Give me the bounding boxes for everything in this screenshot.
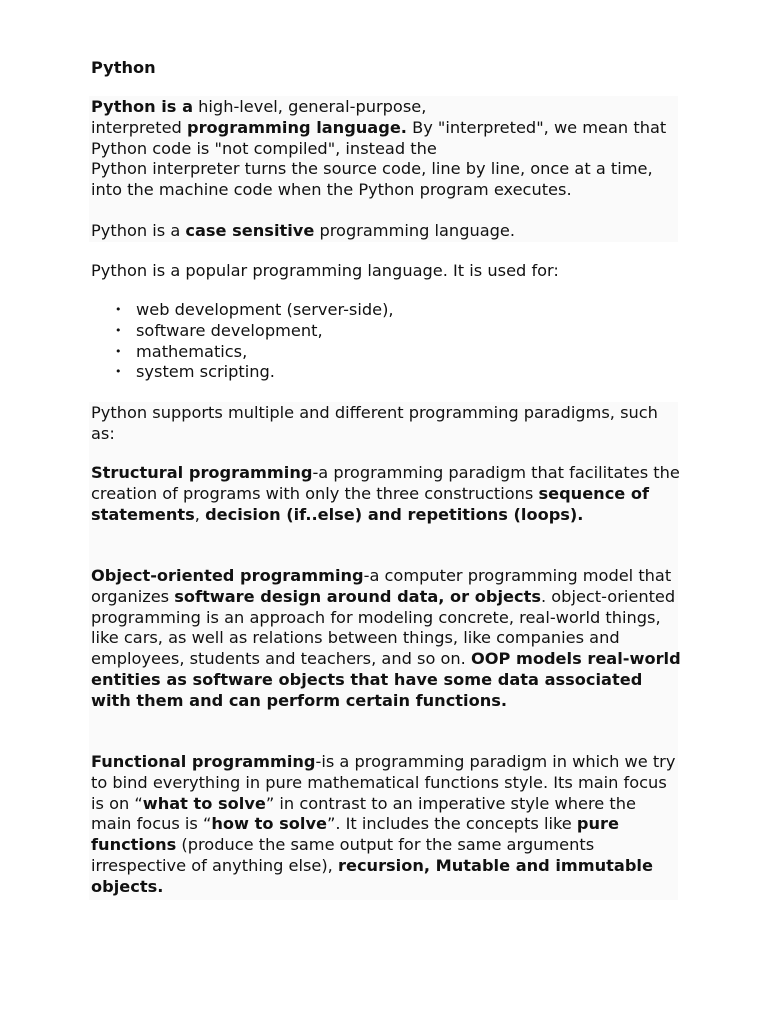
uses-list	[91, 300, 394, 383]
functional-text-3: ”. It includes the concepts like	[326, 814, 577, 834]
intro-bold-2: programming language.	[186, 117, 407, 137]
oop-text-1: -a computer programming model that organizes	[91, 566, 672, 606]
functional-bold-4: pure functions	[91, 814, 619, 855]
page-title: Python	[91, 58, 156, 77]
functional-text-2: ” in contrast to an imperative style where the main focus is “	[91, 793, 636, 834]
intro-bold-1: Python is a	[91, 97, 194, 116]
case-bold-1: case sensitive	[185, 221, 315, 240]
functional-text-1: -is a programming paradigm in which we try to bind everything in pure mathematical functions style. Its main focus is on “	[91, 752, 676, 813]
uses-lead-paragraph: Python is a popular programming language. It is used for:	[91, 261, 559, 280]
paradigms-lead-paragraph: Python supports multiple and different programming paradigms, such as:	[91, 403, 658, 443]
case-sensitive-paragraph	[91, 221, 681, 242]
structural-text-2: ,	[194, 504, 206, 524]
list-item: • system scripting.	[91, 362, 394, 383]
intro-text-2: interpreted	[91, 117, 187, 137]
functional-bold-2: what to solve	[142, 793, 266, 813]
case-text-1: Python is a	[91, 221, 186, 240]
list-item: • software development,	[91, 321, 394, 342]
intro-text-3: By "interpreted", we mean that Python code is "not compiled", instead the	[91, 117, 667, 158]
case-text-2: programming language.	[314, 221, 516, 240]
structural-bold-2: sequence of statements	[91, 483, 650, 524]
structural-text-1: -a programming paradigm that facilitates the creation of programs with only the three constructions	[91, 463, 680, 503]
list-item: • mathematics,	[91, 342, 394, 363]
oop-bold-2: software design around data, or objects	[174, 586, 541, 606]
structural-paragraph	[91, 463, 681, 525]
functional-text-4: (produce the same output for the same arguments irrespective of anything else),	[91, 835, 595, 875]
list-item: • web development (server-side),	[91, 300, 394, 321]
oop-text-2: . object-oriented programming is an approach for modeling concrete, real-world things, like cars, as well as relations between things, like companies and employees, students and teachers, and so on.	[91, 586, 676, 669]
oop-bold-1: Object-oriented programming	[91, 566, 364, 585]
intro-paragraph	[91, 97, 681, 201]
functional-paragraph	[91, 752, 681, 898]
structural-bold-1: Structural programming	[91, 463, 313, 482]
oop-paragraph	[91, 566, 681, 712]
functional-bold-1: Functional programming	[91, 752, 316, 771]
structural-bold-3: decision (if..else) and repetitions (loops).	[205, 504, 584, 524]
intro-text-4: Python interpreter turns the source code, line by line, once at a time, into the machine code when the Python program executes.	[91, 159, 653, 200]
functional-bold-5: recursion, Mutable and immutable objects.	[91, 855, 653, 896]
intro-text-1: high-level, general-purpose,	[193, 97, 427, 116]
oop-bold-3: OOP models real-world entities as software objects that have some data associated with them and can perform certain functions.	[91, 649, 681, 710]
functional-bold-3: how to solve	[211, 814, 327, 834]
